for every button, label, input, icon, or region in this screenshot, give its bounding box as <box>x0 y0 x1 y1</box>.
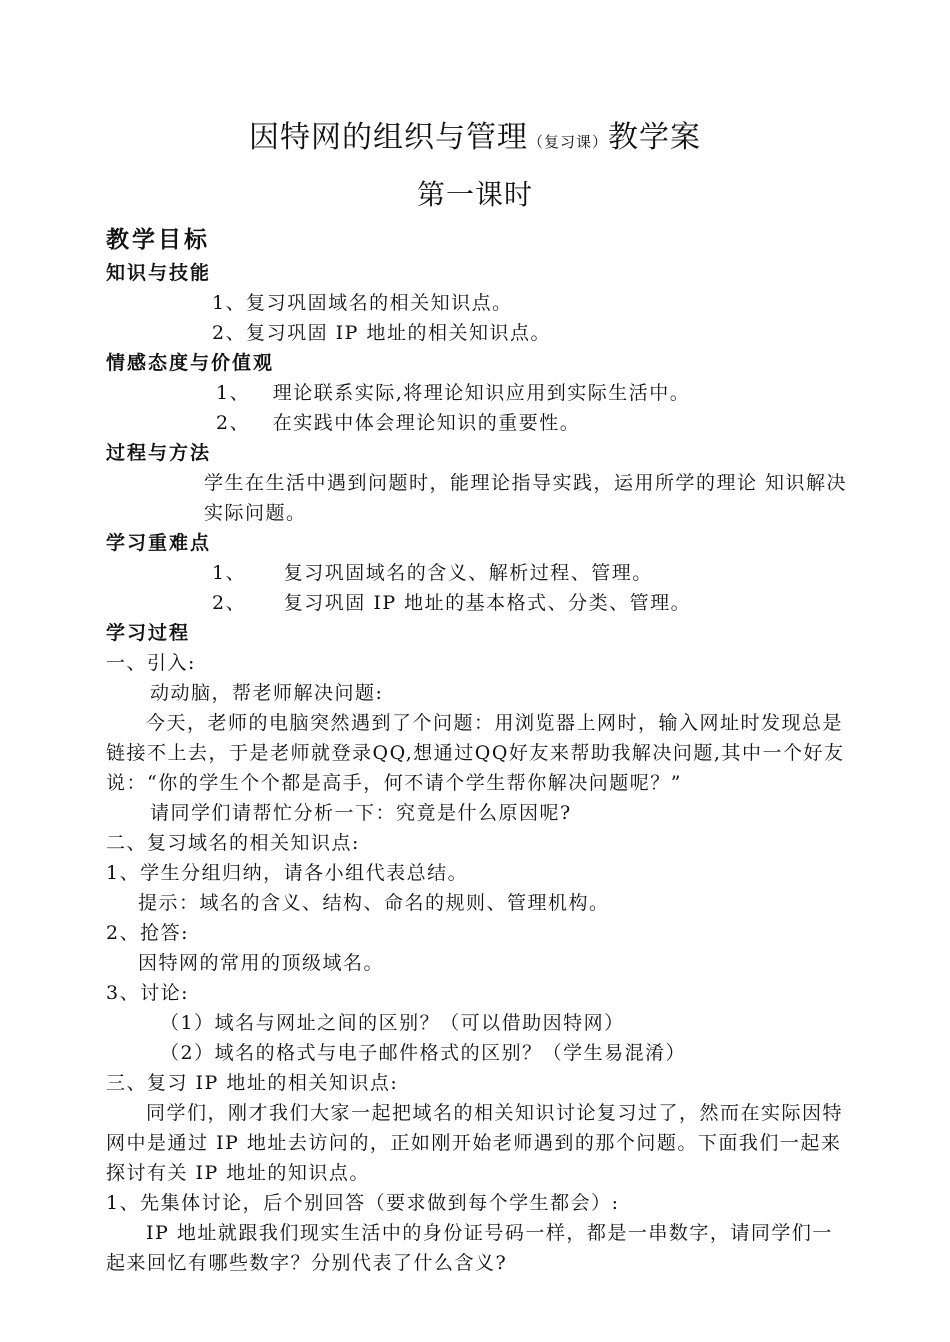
knowledge-item: 2、复习巩固 IP 地址的相关知识点。 <box>212 322 551 344</box>
domain-item-3: 3、讨论: <box>106 982 189 1004</box>
difficulty-heading: 学习重难点 <box>106 532 212 554</box>
difficulty-item: 1、 复习巩固域名的含义、解析过程、管理。 <box>212 562 653 584</box>
domain-item-2: 2、抢答: <box>106 922 189 944</box>
emotion-heading: 情感态度与价值观 <box>106 352 275 374</box>
intro-lead: 动动脑，帮老师解决问题: <box>150 682 384 704</box>
title-suffix: 教学案 <box>608 120 701 155</box>
ip-item-1: 1、先集体讨论，后个别回答（要求做到每个学生都会）: <box>106 1192 620 1214</box>
title-main: 因特网的组织与管理 <box>248 120 528 155</box>
emotion-item: 1、 理论联系实际,将理论知识应用到实际生活中。 <box>216 382 691 404</box>
intro-heading: 一、引入: <box>106 652 196 674</box>
domain-item-1: 1、学生分组归纳，请各小组代表总结。 <box>106 862 469 884</box>
knowledge-heading: 知识与技能 <box>106 262 212 284</box>
goals-heading: 教学目标 <box>106 227 210 253</box>
process-text: 学生在生活中遇到问题时，能理论指导实践，运用所学的理论 知识解决实际问题。 <box>204 472 848 524</box>
ip-item-1-text: IP 地址就跟我们现实生活中的身份证号码一样，都是一串数字，请同学们一起来回忆有哪些数字？分别代表了什么含义? <box>106 1222 833 1274</box>
learning-heading: 学习过程 <box>106 622 191 644</box>
domain-item-1-hint: 提示：域名的含义、结构、命名的规则、管理机构。 <box>138 892 610 914</box>
intro-story: 今天，老师的电脑突然遇到了个问题：用浏览器上网时，输入网址时发现总是链接不上去，于是老师就登录QQ,想通过QQ好友来帮助我解决问题,其中一个好友说：“你的学生个个都是高手，何不请个学生帮你解决问题呢？” <box>106 712 845 794</box>
ip-heading: 三、复习 IP 地址的相关知识点: <box>106 1072 399 1094</box>
knowledge-item: 1、复习巩固域名的相关知识点。 <box>212 292 513 314</box>
domain-item-3-b: （2）域名的格式与电子邮件格式的区别？（学生易混淆） <box>160 1042 687 1064</box>
document-body <box>106 222 851 1278</box>
domain-item-3-a: （1）域名与网址之间的区别？（可以借助因特网） <box>160 1012 625 1034</box>
document-subtitle: 第一课时 <box>416 178 533 211</box>
intro-ask: 请同学们请帮忙分析一下：究竟是什么原因呢? <box>150 802 572 824</box>
emotion-item: 2、 在实践中体会理论知识的重要性。 <box>216 412 581 434</box>
difficulty-item: 2、 复习巩固 IP 地址的基本格式、分类、管理。 <box>212 592 692 614</box>
document-title <box>0 118 950 162</box>
domain-item-2-text: 因特网的常用的顶级域名。 <box>138 952 385 974</box>
domain-heading: 二、复习域名的相关知识点: <box>106 832 360 854</box>
process-heading: 过程与方法 <box>106 442 212 464</box>
title-small: （复习课） <box>527 133 608 151</box>
ip-intro: 同学们，刚才我们大家一起把域名的相关知识讨论复习过了，然而在实际因特网中是通过 IP 地址去访问的，正如刚开始老师遇到的那个问题。下面我们一起来探讨有关 IP 地址的知识点。 <box>106 1102 844 1184</box>
